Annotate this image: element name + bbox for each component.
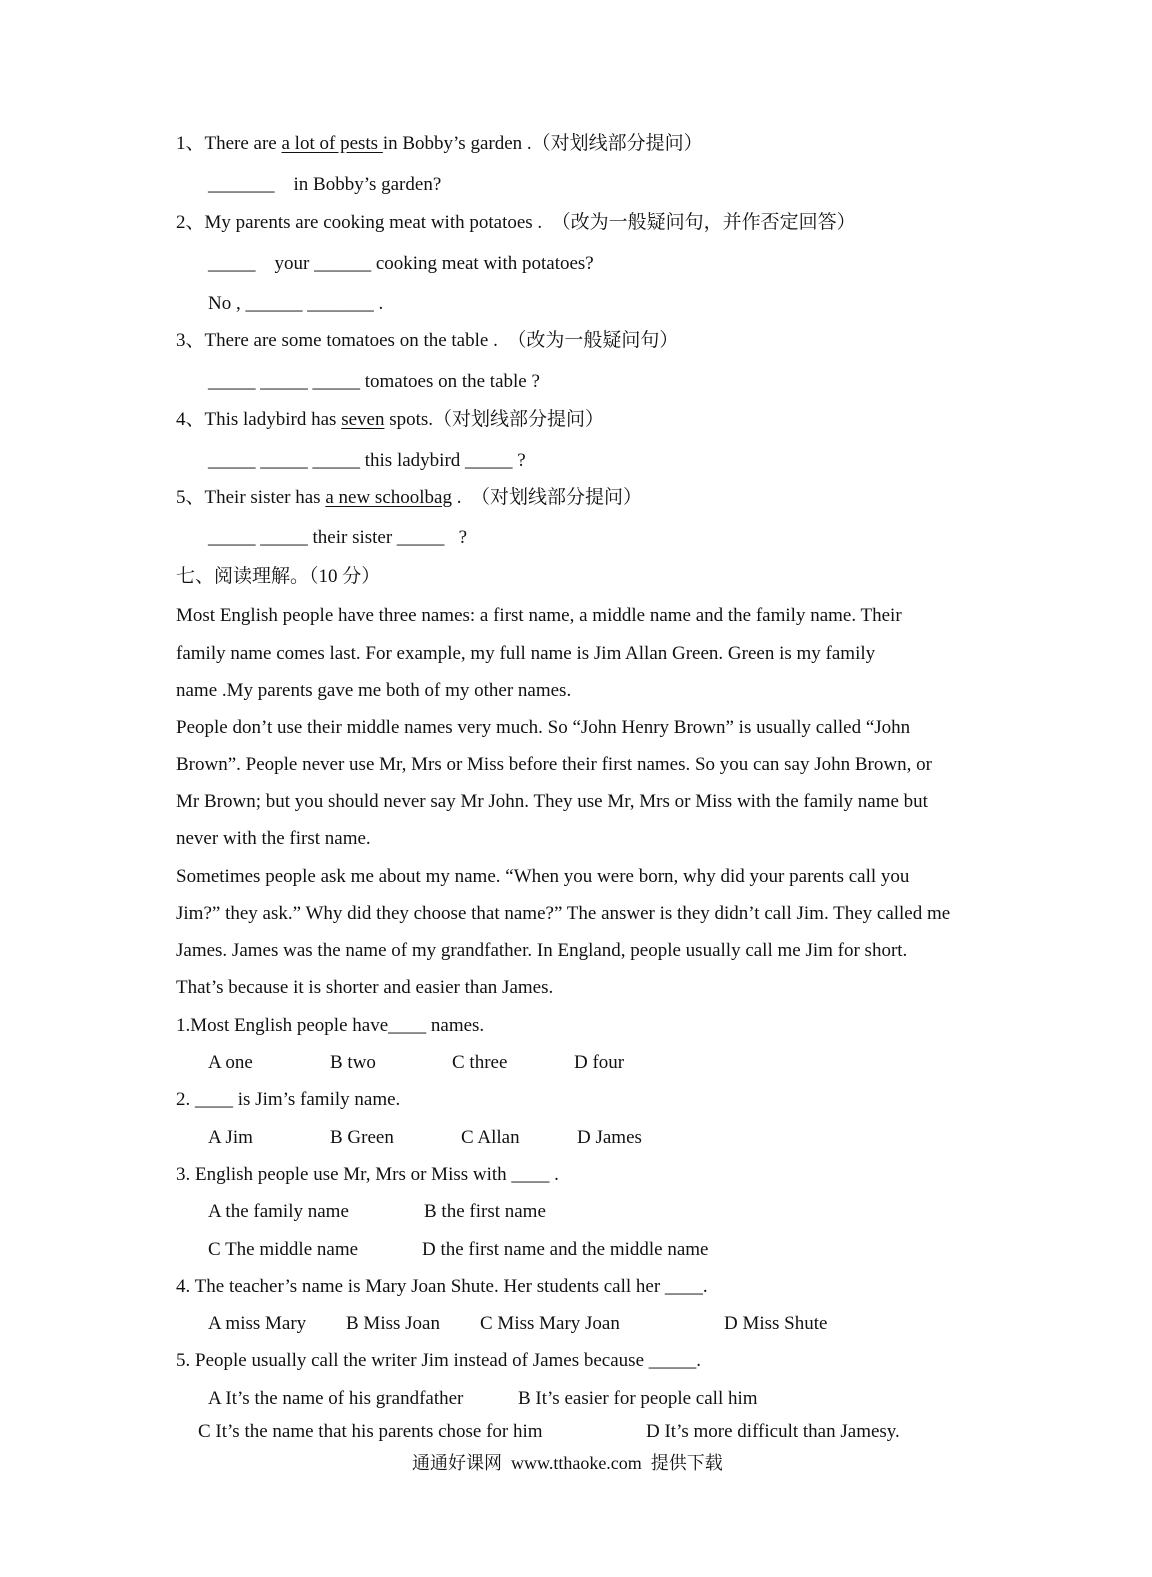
option-c: C three <box>452 1052 508 1073</box>
passage-line: never with the first name. <box>176 828 371 849</box>
rewrite-q5: 5、Their sister has a new schoolbag . （对划线部分提问） <box>176 487 642 508</box>
passage-line: Jim?” they ask.” Why did they choose that name?” The answer is they didn’t call Jim. They called me <box>176 903 951 924</box>
question-2: 2. ____ is Jim’s family name. <box>176 1089 401 1110</box>
rewrite-q1-answer: _______ in Bobby’s garden? <box>208 174 442 195</box>
rewrite-q4-answer: _____ _____ _____ this ladybird _____ ? <box>208 450 526 471</box>
option-c: C Allan <box>461 1127 520 1148</box>
rewrite-q2: 2、My parents are cooking meat with potatoes . （改为一般疑问句，并作否定回答） <box>176 212 856 233</box>
option-c: C It’s the name that his parents chose for him <box>198 1421 543 1442</box>
underlined-phrase: a new schoolbag <box>325 487 452 508</box>
option-d: D James <box>577 1127 642 1148</box>
underlined-phrase: a lot of pests <box>281 133 383 154</box>
option-b: B It’s easier for people call him <box>518 1388 758 1409</box>
option-a: A Jim <box>208 1127 253 1148</box>
passage-line: Mr Brown; but you should never say Mr John. They use Mr, Mrs or Miss with the family name but <box>176 791 928 812</box>
question-5: 5. People usually call the writer Jim instead of James because _____. <box>176 1350 702 1371</box>
passage-line: family name comes last. For example, my full name is Jim Allan Green. Green is my family <box>176 643 876 664</box>
passage-line: name .My parents gave me both of my other names. <box>176 680 572 701</box>
passage-line: Most English people have three names: a first name, a middle name and the family name. Their <box>176 605 902 626</box>
option-c: C Miss Mary Joan <box>480 1313 620 1334</box>
rewrite-q4: 4、This ladybird has seven spots.（对划线部分提问） <box>176 409 605 430</box>
rewrite-q5-answer: _____ _____ their sister _____ ? <box>208 527 468 548</box>
page-footer: 通通好课网 www.tthaoke.com 提供下载 <box>412 1453 723 1473</box>
option-d: D Miss Shute <box>724 1313 828 1334</box>
passage-line: That’s because it is shorter and easier than James. <box>176 977 554 998</box>
question-4: 4. The teacher’s name is Mary Joan Shute. Her students call her ____. <box>176 1276 708 1297</box>
option-d: D four <box>574 1052 625 1073</box>
option-a: A miss Mary <box>208 1313 307 1334</box>
option-a: A one <box>208 1052 253 1073</box>
passage-line: Sometimes people ask me about my name. “When you were born, why did your parents call you <box>176 866 910 887</box>
option-d: D It’s more difficult than Jamesy. <box>646 1421 900 1442</box>
passage-line: James. James was the name of my grandfather. In England, people usually call me Jim for short. <box>176 940 908 961</box>
question-1: 1.Most English people have____ names. <box>176 1015 485 1036</box>
rewrite-q3-answer: _____ _____ _____ tomatoes on the table ? <box>208 371 540 392</box>
section-heading: 七、阅读理解。（10 分） <box>176 566 381 587</box>
underlined-phrase: seven <box>341 409 385 430</box>
option-d: D the first name and the middle name <box>422 1239 709 1260</box>
option-c: C The middle name <box>208 1239 359 1260</box>
option-b: B Green <box>330 1127 394 1148</box>
rewrite-q3: 3、There are some tomatoes on the table . （改为一般疑问句） <box>176 330 679 351</box>
rewrite-q2-answer-2: No , ______ _______ . <box>208 293 384 314</box>
option-a: A the family name <box>208 1201 349 1222</box>
option-b: B the first name <box>424 1201 546 1222</box>
option-b: B Miss Joan <box>346 1313 440 1334</box>
passage-line: Brown”. People never use Mr, Mrs or Miss before their first names. So you can say John Brown, or <box>176 754 932 775</box>
passage-line: People don’t use their middle names very much. So “John Henry Brown” is usually called “John <box>176 717 911 738</box>
option-a: A It’s the name of his grandfather <box>208 1388 464 1409</box>
option-b: B two <box>330 1052 376 1073</box>
rewrite-q2-answer-1: _____ your ______ cooking meat with potatoes? <box>208 253 594 274</box>
rewrite-q1: 1、There are a lot of pests in Bobby’s garden .（对划线部分提问） <box>176 133 703 154</box>
question-3: 3. English people use Mr, Mrs or Miss with ____ . <box>176 1164 559 1185</box>
